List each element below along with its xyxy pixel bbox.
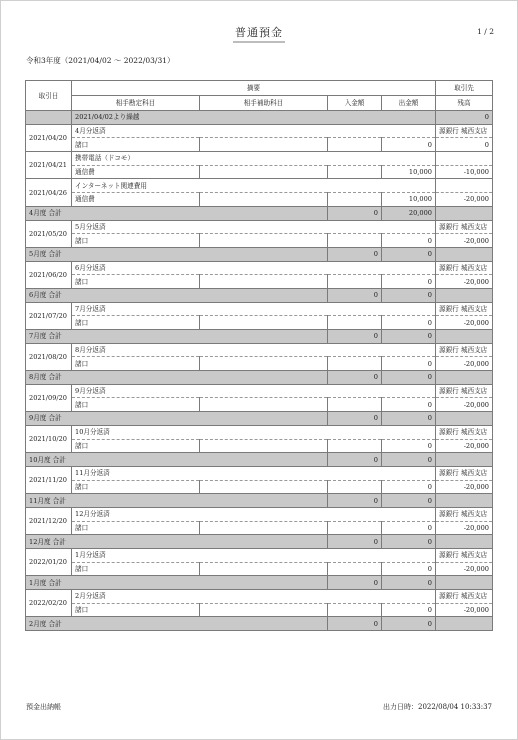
subtotal-label: 1月度 合計 (26, 576, 328, 590)
page-number: 1 / 2 (477, 27, 494, 36)
entry-date: 2021/05/20 (26, 220, 72, 247)
entry-partner: 源銀行 城西支店 (436, 384, 493, 398)
entry-date: 2021/04/26 (26, 179, 72, 206)
entry-withdrawal: 0 (382, 275, 436, 289)
subtotal-balance (436, 206, 493, 220)
entry-deposit (328, 234, 382, 248)
subtotal-withdrawal: 0 (382, 576, 436, 590)
subtotal-balance (436, 576, 493, 590)
entry-partner (436, 152, 493, 166)
subtotal-label: 8月度 合計 (26, 371, 328, 385)
header-row-1 (26, 81, 493, 96)
monthly-subtotal-row (26, 412, 493, 426)
header-partner: 取引先 (436, 81, 493, 96)
entry-withdrawal: 0 (382, 138, 436, 152)
subtotal-label: 4月度 合計 (26, 206, 328, 220)
entry-account: 諸口 (72, 138, 200, 152)
subtotal-deposit: 0 (328, 371, 382, 385)
table-row (26, 152, 493, 166)
table-row (26, 220, 493, 234)
table-row (26, 590, 493, 604)
table-row-detail (26, 439, 493, 453)
entry-balance: -20,000 (436, 603, 493, 617)
table-row-detail (26, 480, 493, 494)
entry-partner: 源銀行 城西支店 (436, 466, 493, 480)
subtotal-balance (436, 453, 493, 467)
entry-balance: -20,000 (436, 234, 493, 248)
subtotal-withdrawal: 0 (382, 494, 436, 508)
table-row-detail (26, 357, 493, 371)
table-row-detail (26, 603, 493, 617)
header-sub-account: 相手補助科目 (200, 96, 328, 111)
entry-date: 2022/02/20 (26, 590, 72, 617)
entry-account: 通信費 (72, 165, 200, 179)
subtotal-deposit: 0 (328, 494, 382, 508)
entry-withdrawal: 0 (382, 398, 436, 412)
entry-partner: 源銀行 城西支店 (436, 549, 493, 563)
entry-deposit (328, 275, 382, 289)
header-account: 相手勘定科目 (72, 96, 200, 111)
table-row (26, 343, 493, 357)
entry-account: 諸口 (72, 603, 200, 617)
table-row (26, 179, 493, 193)
entry-partner: 源銀行 城西支店 (436, 220, 493, 234)
entry-withdrawal: 0 (382, 316, 436, 330)
table-row (26, 302, 493, 316)
entry-deposit (328, 439, 382, 453)
entry-balance: -20,000 (436, 193, 493, 207)
table-row (26, 261, 493, 275)
table-row-detail (26, 316, 493, 330)
entry-date: 2021/06/20 (26, 261, 72, 288)
entry-sub-account (200, 521, 328, 535)
table-row-detail (26, 138, 493, 152)
subtotal-withdrawal: 0 (382, 330, 436, 344)
subtotal-balance (436, 247, 493, 261)
entry-sub-account (200, 398, 328, 412)
entry-deposit (328, 138, 382, 152)
entry-date: 2021/08/20 (26, 343, 72, 370)
table-row-detail (26, 521, 493, 535)
entry-withdrawal: 0 (382, 562, 436, 576)
entry-sub-account (200, 603, 328, 617)
entry-withdrawal: 0 (382, 357, 436, 371)
entry-summary: 9月分返済 (72, 384, 436, 398)
subtotal-balance (436, 330, 493, 344)
entry-account: 諸口 (72, 562, 200, 576)
ledger-table (25, 80, 493, 631)
entry-partner: 源銀行 城西支店 (436, 261, 493, 275)
entry-summary: 7月分返済 (72, 302, 436, 316)
entry-summary: 2月分返済 (72, 590, 436, 604)
entry-deposit (328, 603, 382, 617)
entry-partner: 源銀行 城西支店 (436, 507, 493, 521)
subtotal-label: 12月度 合計 (26, 535, 328, 549)
subtotal-label: 9月度 合計 (26, 412, 328, 426)
monthly-subtotal-row (26, 576, 493, 590)
entry-partner: 源銀行 城西支店 (436, 302, 493, 316)
table-row-detail (26, 165, 493, 179)
subtotal-withdrawal: 0 (382, 371, 436, 385)
entry-withdrawal: 0 (382, 521, 436, 535)
subtotal-deposit: 0 (328, 247, 382, 261)
subtotal-balance (436, 412, 493, 426)
subtotal-deposit: 0 (328, 535, 382, 549)
subtotal-withdrawal: 0 (382, 247, 436, 261)
entry-sub-account (200, 480, 328, 494)
entry-summary: 12月分返済 (72, 507, 436, 521)
entry-withdrawal: 0 (382, 439, 436, 453)
entry-date: 2021/11/20 (26, 466, 72, 493)
subtotal-withdrawal: 0 (382, 288, 436, 302)
fiscal-period: 令和3年度（2021/04/02 ～ 2022/03/31） (26, 56, 175, 65)
entry-summary: 8月分返済 (72, 343, 436, 357)
subtotal-deposit: 0 (328, 617, 382, 631)
entry-balance: -20,000 (436, 521, 493, 535)
entry-summary: 10月分返済 (72, 425, 436, 439)
entry-balance: -20,000 (436, 316, 493, 330)
entry-balance: -20,000 (436, 357, 493, 371)
entry-account: 諸口 (72, 521, 200, 535)
entry-account: 諸口 (72, 234, 200, 248)
table-row-detail (26, 562, 493, 576)
entry-partner: 源銀行 城西支店 (436, 343, 493, 357)
footer-output-time: 出力日時：2022/08/04 10:33:37 (382, 703, 492, 711)
entry-account: 諸口 (72, 439, 200, 453)
subtotal-withdrawal: 0 (382, 453, 436, 467)
entry-date: 2021/04/21 (26, 152, 72, 179)
monthly-subtotal-row (26, 371, 493, 385)
carry-over-balance: 0 (436, 111, 493, 125)
monthly-subtotal-row (26, 206, 493, 220)
entry-sub-account (200, 316, 328, 330)
table-row-detail (26, 398, 493, 412)
entry-date: 2021/12/20 (26, 507, 72, 534)
table-row-detail (26, 234, 493, 248)
monthly-subtotal-row (26, 535, 493, 549)
entry-date: 2021/07/20 (26, 302, 72, 329)
subtotal-balance (436, 535, 493, 549)
monthly-subtotal-row (26, 494, 493, 508)
carry-over-row (26, 111, 493, 125)
entry-sub-account (200, 275, 328, 289)
subtotal-deposit: 0 (328, 330, 382, 344)
entry-sub-account (200, 357, 328, 371)
entry-account: 諸口 (72, 357, 200, 371)
table-row (26, 425, 493, 439)
entry-summary: 6月分返済 (72, 261, 436, 275)
footer-report-name: 預金出納帳 (26, 703, 61, 711)
subtotal-deposit: 0 (328, 206, 382, 220)
entry-deposit (328, 480, 382, 494)
entry-partner (436, 179, 493, 193)
header-summary: 摘要 (72, 81, 436, 96)
subtotal-deposit: 0 (328, 412, 382, 426)
subtotal-withdrawal: 0 (382, 412, 436, 426)
table-row-detail (26, 275, 493, 289)
entry-account: 諸口 (72, 398, 200, 412)
entry-date: 2022/01/20 (26, 549, 72, 576)
monthly-subtotal-row (26, 617, 493, 631)
entry-partner: 源銀行 城西支店 (436, 590, 493, 604)
entry-deposit (328, 398, 382, 412)
entry-sub-account (200, 439, 328, 453)
entry-balance: 0 (436, 138, 493, 152)
subtotal-balance (436, 371, 493, 385)
subtotal-deposit: 0 (328, 576, 382, 590)
entry-deposit (328, 357, 382, 371)
subtotal-balance (436, 494, 493, 508)
entry-sub-account (200, 562, 328, 576)
entry-sub-account (200, 138, 328, 152)
monthly-subtotal-row (26, 288, 493, 302)
entry-sub-account (200, 165, 328, 179)
subtotal-withdrawal: 20,000 (382, 206, 436, 220)
monthly-subtotal-row (26, 453, 493, 467)
entry-account: 通信費 (72, 193, 200, 207)
entry-sub-account (200, 193, 328, 207)
entry-summary: 1月分返済 (72, 549, 436, 563)
subtotal-balance (436, 288, 493, 302)
entry-balance: -20,000 (436, 439, 493, 453)
entry-deposit (328, 521, 382, 535)
table-row (26, 384, 493, 398)
entry-partner: 源銀行 城西支店 (436, 124, 493, 138)
entry-balance: -20,000 (436, 398, 493, 412)
page-title: 普通預金 (235, 26, 283, 39)
entry-deposit (328, 165, 382, 179)
subtotal-label: 10月度 合計 (26, 453, 328, 467)
entry-account: 諸口 (72, 316, 200, 330)
table-row (26, 466, 493, 480)
subtotal-label: 6月度 合計 (26, 288, 328, 302)
header-row-2 (26, 96, 493, 111)
entry-date: 2021/04/20 (26, 124, 72, 151)
header-withdrawal: 出金額 (382, 96, 436, 111)
entry-summary: 4月分返済 (72, 124, 436, 138)
entry-balance: -20,000 (436, 480, 493, 494)
entry-summary: インターネット関連費用 (72, 179, 436, 193)
header-date: 取引日 (26, 81, 72, 111)
entry-partner: 源銀行 城西支店 (436, 425, 493, 439)
title-underline (233, 41, 285, 43)
subtotal-withdrawal: 0 (382, 535, 436, 549)
subtotal-deposit: 0 (328, 453, 382, 467)
subtotal-label: 2月度 合計 (26, 617, 328, 631)
entry-balance: -20,000 (436, 562, 493, 576)
monthly-subtotal-row (26, 247, 493, 261)
entry-withdrawal: 0 (382, 234, 436, 248)
entry-withdrawal: 0 (382, 603, 436, 617)
entry-deposit (328, 562, 382, 576)
entry-sub-account (200, 234, 328, 248)
entry-account: 諸口 (72, 275, 200, 289)
header-balance: 残高 (436, 96, 493, 111)
table-row (26, 549, 493, 563)
subtotal-label: 7月度 合計 (26, 330, 328, 344)
entry-deposit (328, 193, 382, 207)
entry-balance: -10,000 (436, 165, 493, 179)
subtotal-withdrawal: 0 (382, 617, 436, 631)
table-row (26, 507, 493, 521)
carry-over-label: 2021/04/02より繰越 (72, 111, 436, 125)
table-row-detail (26, 193, 493, 207)
subtotal-balance (436, 617, 493, 631)
header-deposit: 入金額 (328, 96, 382, 111)
entry-withdrawal: 10,000 (382, 165, 436, 179)
entry-account: 諸口 (72, 480, 200, 494)
subtotal-label: 5月度 合計 (26, 247, 328, 261)
entry-summary: 11月分返済 (72, 466, 436, 480)
subtotal-label: 11月度 合計 (26, 494, 328, 508)
entry-deposit (328, 316, 382, 330)
entry-date: 2021/10/20 (26, 425, 72, 452)
entry-withdrawal: 10,000 (382, 193, 436, 207)
monthly-subtotal-row (26, 330, 493, 344)
entry-summary: 5月分返済 (72, 220, 436, 234)
entry-balance: -20,000 (436, 275, 493, 289)
entry-date: 2021/09/20 (26, 384, 72, 411)
subtotal-deposit: 0 (328, 288, 382, 302)
table-row (26, 124, 493, 138)
entry-summary: 携帯電話（ドコモ） (72, 152, 436, 166)
entry-withdrawal: 0 (382, 480, 436, 494)
